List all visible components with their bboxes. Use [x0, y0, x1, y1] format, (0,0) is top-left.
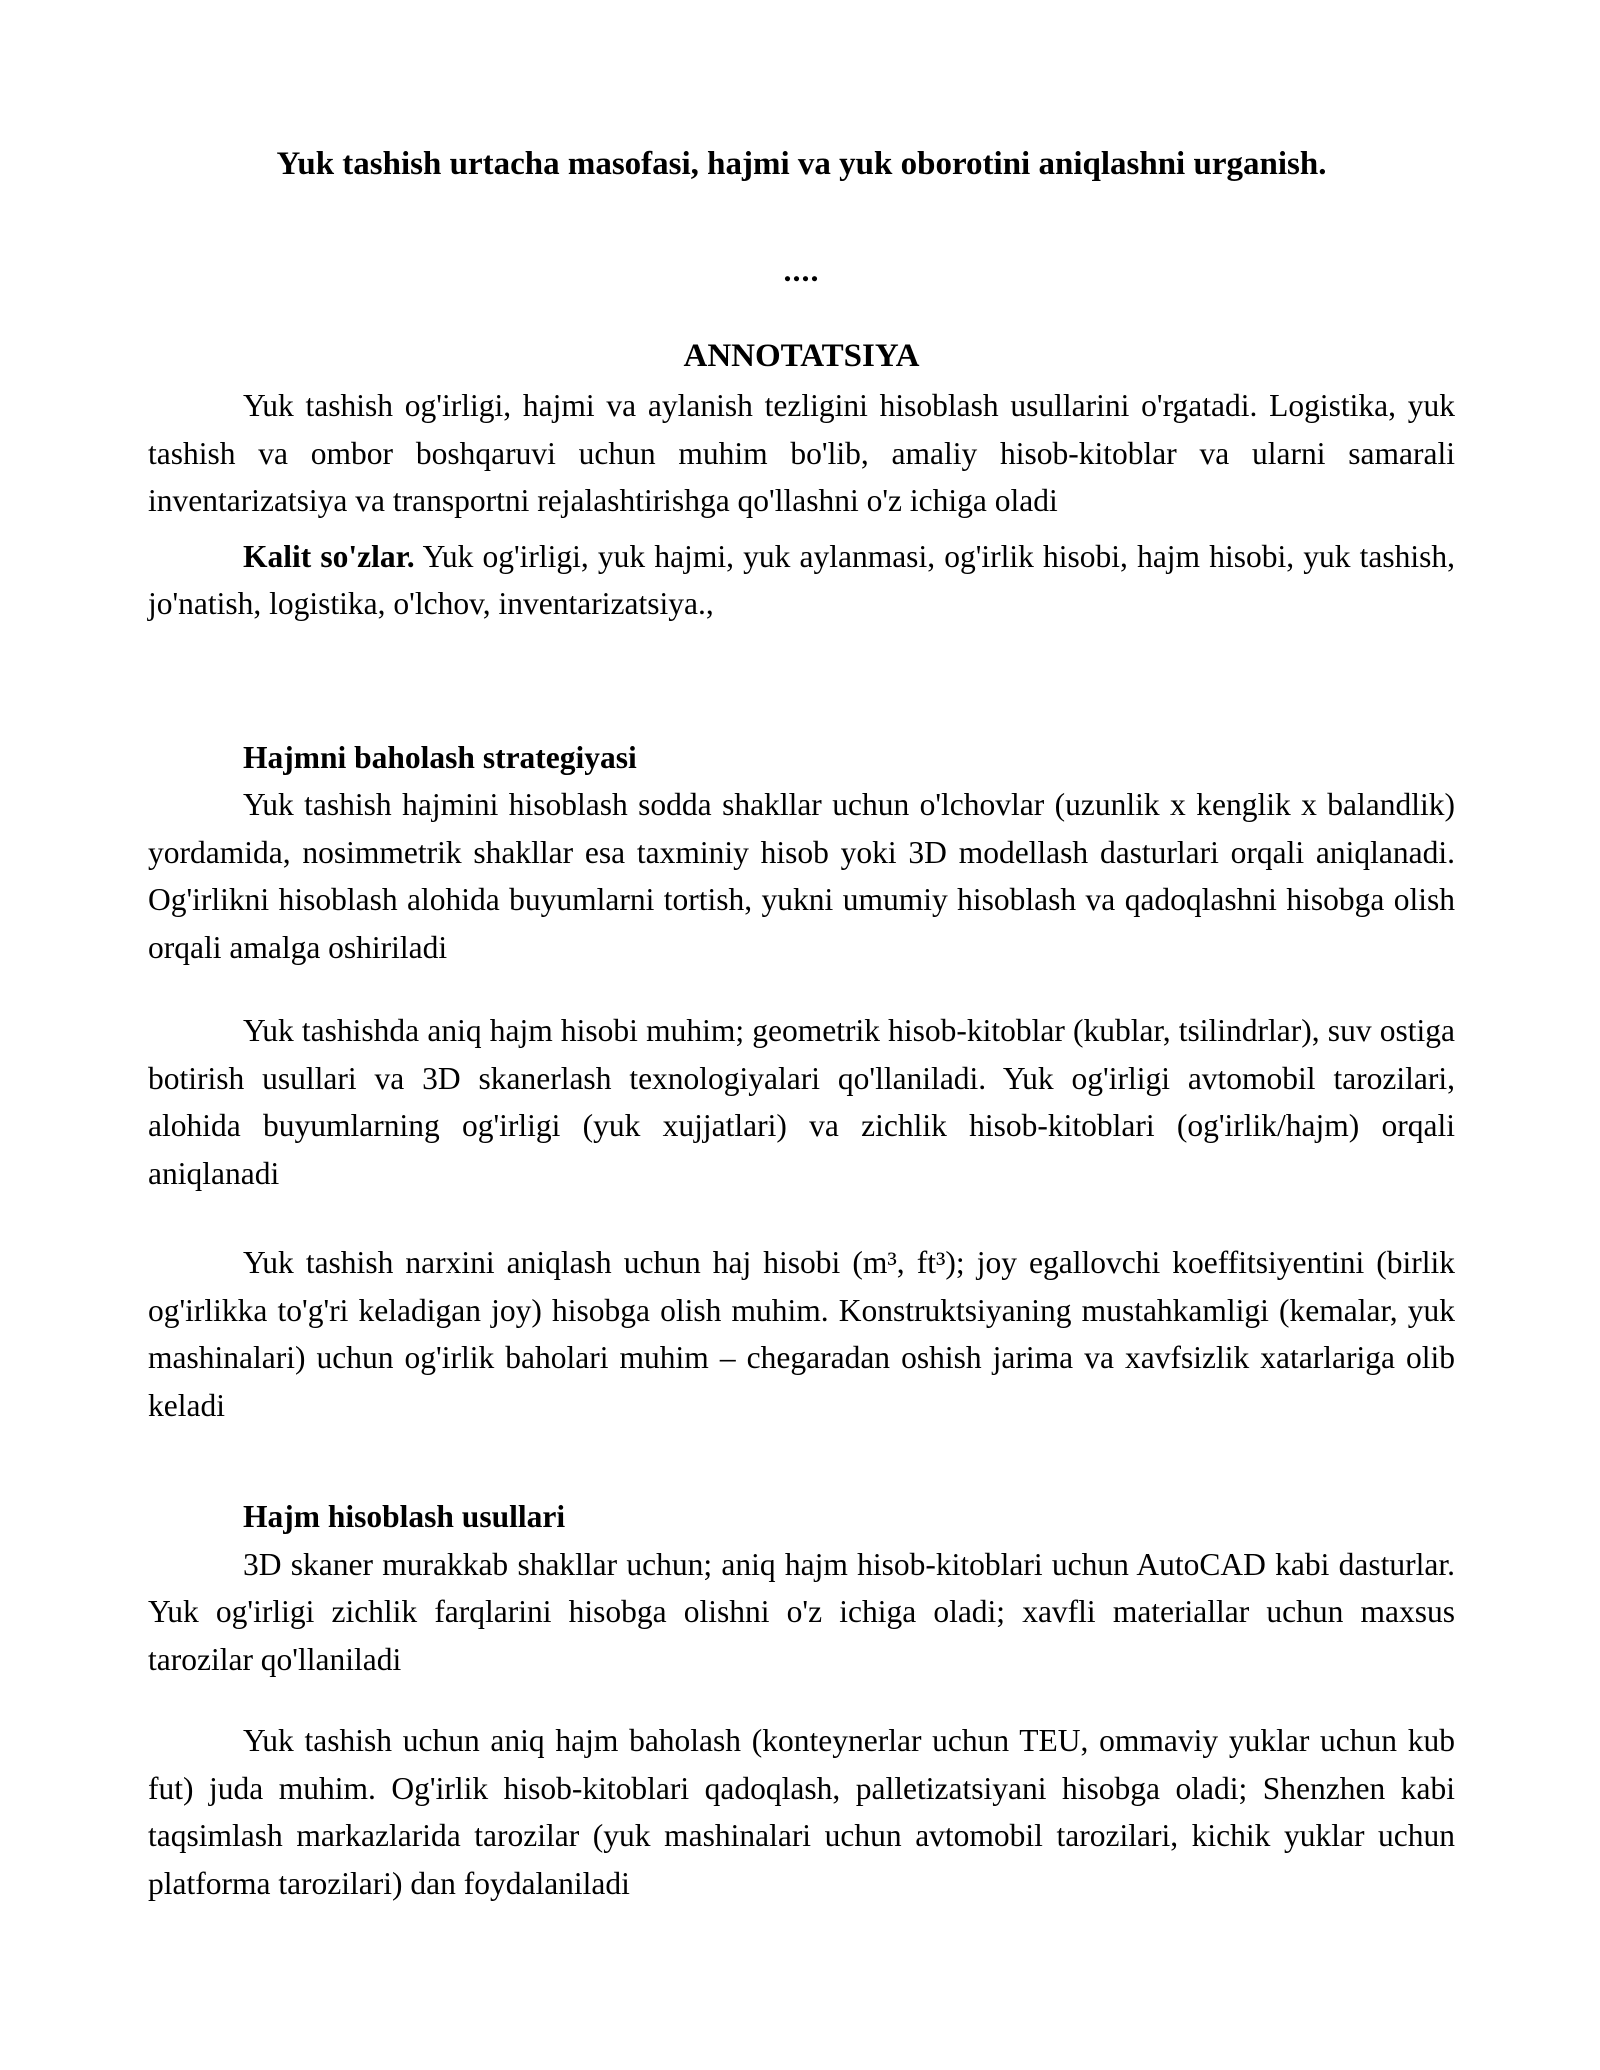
section-heading-volume-methods: Hajm hisoblash usullari [243, 1499, 566, 1534]
annotation-heading: ANNOTATSIYA [683, 338, 920, 374]
keywords-paragraph [148, 533, 1455, 628]
keywords-label: Kalit so'zlar. [243, 538, 415, 574]
paragraph-volume-strategy-1: Yuk tashish hajmini hisoblash sodda shakllar uchun o'lchovlar (uzunlik x kenglik x balandlik) yordamida, nosimmetrik shakllar esa taxminiy hisob yoki 3D modellash dasturlari orqali aniqlanadi. Og'irlikni hisoblash alohida buyumlarni tortish, yukni umumiy hisoblash va qadoqlashni hisobga olish orqali amalga oshiriladi [148, 787, 1455, 965]
separator-dots: .... [783, 252, 820, 288]
document-title: Yuk tashish urtacha masofasi, hajmi va yuk oborotini aniqlashni urganish. [276, 146, 1327, 182]
section-heading-volume-strategy: Hajmni baholash strategiyasi [243, 739, 637, 775]
paragraph-volume-methods-2: Yuk tashish uchun aniq hajm baholash (konteynerlar uchun TEU, ommaviy yuklar uchun kub fut) juda muhim. Og'irlik hisob-kitoblari qadoqlash, palletizatsiyani hisobga oladi; Shenzhen kabi taqsimlash markazlarida tarozilar (yuk mashinalari uchun avtomobil tarozilari, kichik yuklar uchun platforma tarozilari) dan foydalaniladi [148, 1723, 1455, 1901]
paragraph-volume-strategy-3: Yuk tashish narxini aniqlash uchun haj hisobi (m³, ft³); joy egallovchi koeffitsiyentini (birlik og'irlikka to'g'ri keladigan joy) hisobga olish muhim. Konstruktsiyaning mustahkamligi (kemalar, yuk mashinalari) uchun og'irlik baholari muhim – chegaradan oshish jarima va xavfsizlik xatarlariga olib keladi [148, 1245, 1455, 1423]
keywords-text: Yuk og'irligi, yuk hajmi, yuk aylanmasi, og'irlik hisobi, hajm hisobi, yuk tashish, jo'natish, logistika, o'lchov, inventarizatsiya., [148, 538, 1456, 621]
annotation-paragraph: Yuk tashish og'irligi, hajmi va aylanish tezligini hisoblash usullarini o'rgatadi. Logistika, yuk tashish va ombor boshqaruvi uchun muhim bo'lib, amaliy hisob-kitoblar va ularni samarali inventarizatsiya va transportni rejalashtirishga qo'llashni o'z ichiga oladi [148, 388, 1455, 518]
paragraph-volume-strategy-2: Yuk tashishda aniq hajm hisobi muhim; geometrik hisob-kitoblar (kublar, tsilindrlar), suv ostiga botirish usullari va 3D skanerlash texnologiyalari qo'llaniladi. Yuk og'irligi avtomobil tarozilari, alohida buyumlarning og'irligi (yuk xujjatlari) va zichlik hisob-kitoblari (og'irlik/hajm) orqali aniqlanadi [148, 1013, 1455, 1191]
paragraph-volume-methods-1: 3D skaner murakkab shakllar uchun; aniq hajm hisob-kitoblari uchun AutoCAD kabi dasturlar. Yuk og'irligi zichlik farqlarini hisobga olishni o'z ichiga oladi; xavfli materiallar uchun maxsus tarozilar qo'llaniladi [148, 1546, 1455, 1677]
